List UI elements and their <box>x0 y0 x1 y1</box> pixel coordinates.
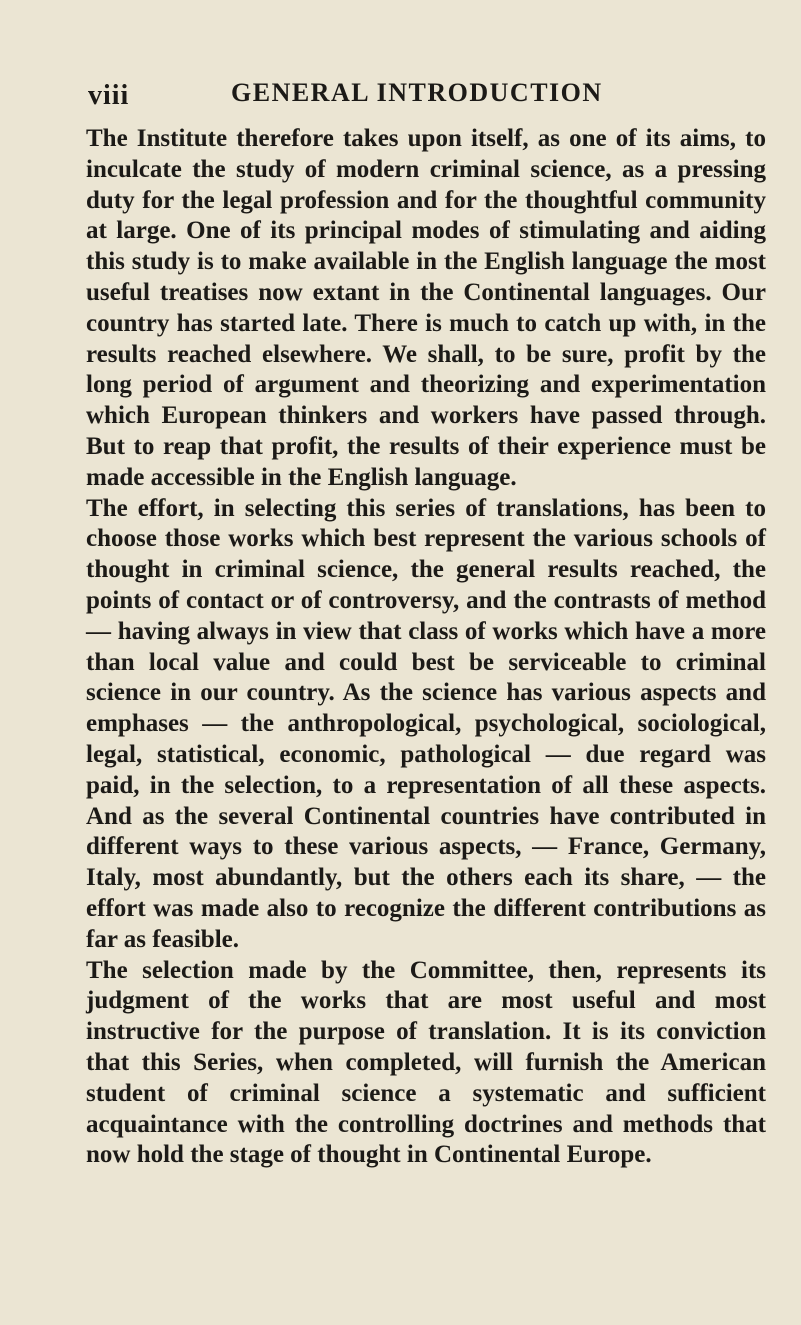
page-header <box>88 78 768 118</box>
body-text <box>86 124 766 1171</box>
page-number: viii <box>88 80 130 111</box>
paragraph-1: The Institute therefore takes upon itself, as one of its aims, to inculcate the study of modern criminal science, as a pressing duty for the legal profession and for the thoughtful community at large. One of its principal modes of stimulating and aiding this study is to make available in the English language the most useful treatises now extant in the Continental languages. Our country has started late. There is much to catch up with, in the results reached elsewhere. We shall, to be sure, profit by the long period of argument and theorizing and experimentation which European thinkers and workers have passed through. But to reap that profit, the results of their experience must be made accessible in the English language. <box>86 125 766 491</box>
paragraph-2: The effort, in selecting this series of translations, has been to choose those works which best represent the various schools of thought in criminal science, the general results reached, the points of contact or of controversy, and the contrasts of method — having always in view that class of works which have a more than local value and could best be serviceable to criminal science in our country. As the science has various aspects and emphases — the anthropological, psychological, sociological, legal, statistical, economic, pathological — due regard was paid, in the selection, to a representation of all these aspects. And as the several Continental countries have contributed in different ways to these various aspects, — France, Germany, Italy, most abundantly, but the others each its share, — the effort was made also to recognize the different contributions as far as feasible. <box>86 494 766 953</box>
paragraph-3: The selection made by the Committee, then, represents its judgment of the works that are most useful and most instructive for the purpose of translation. It is its conviction that this Series, when completed, will furnish the American student of criminal science a systematic and sufficient acquaintance with the controlling doctrines and methods that now hold the stage of thought in Continental Europe. <box>86 956 766 1169</box>
running-head: GENERAL INTRODUCTION <box>231 78 603 107</box>
